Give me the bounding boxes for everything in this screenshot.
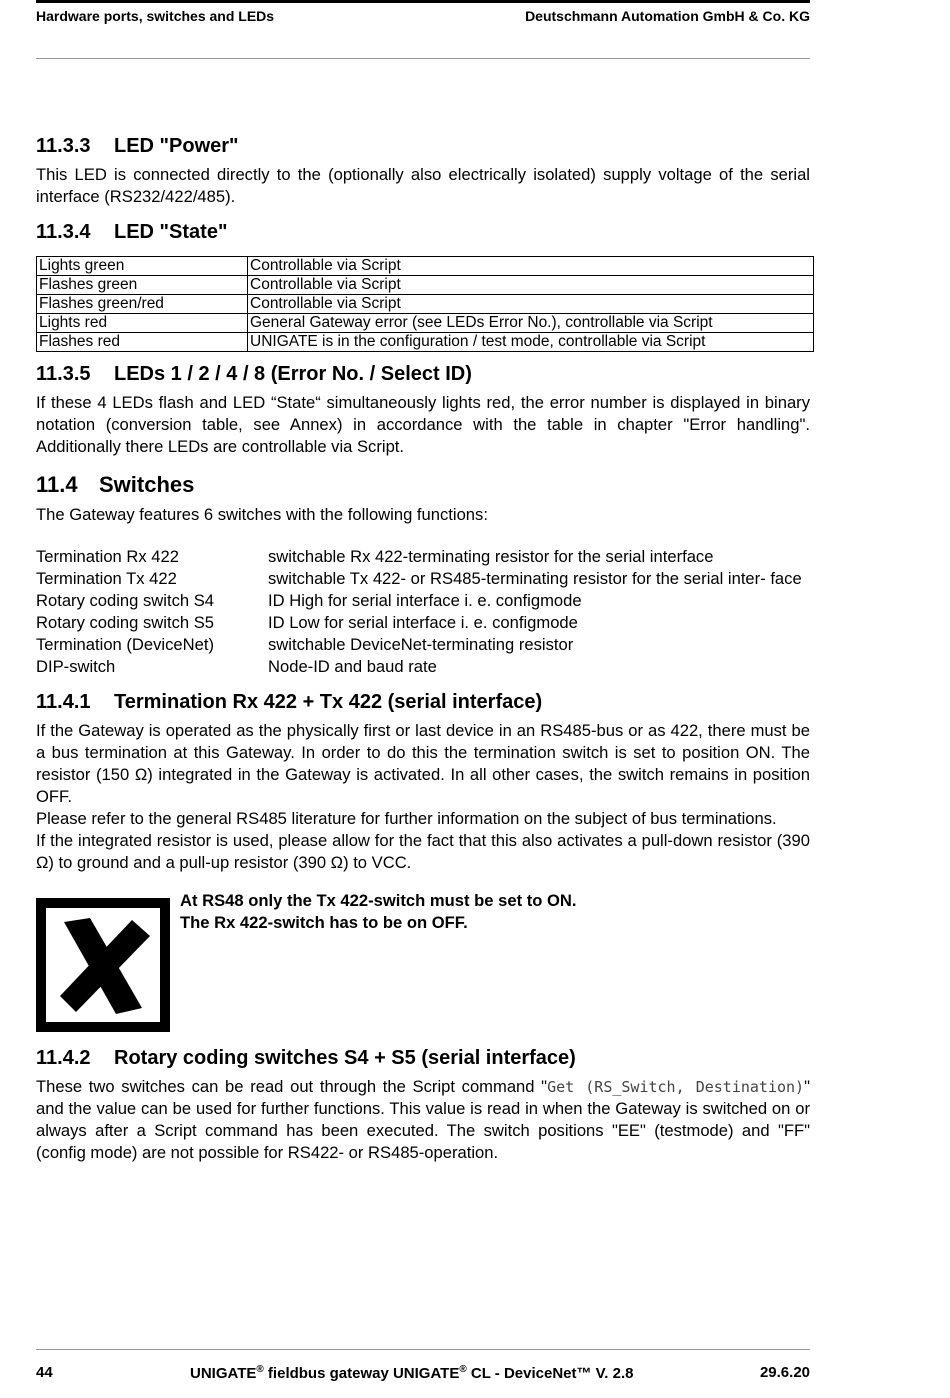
- warning-line-2: The Rx 422-switch has to be on OFF.: [180, 913, 468, 932]
- led-meaning-cell: General Gateway error (see LEDs Error No.), controllable via Script: [248, 314, 814, 333]
- switch-name: DIP-switch: [36, 657, 116, 676]
- paragraph-termination-3: If the integrated resistor is used, please allow for the fact that this also activates a pull-down resistor (390 Ω) to ground and a pull-up resistor (390 Ω) to VCC.: [36, 831, 810, 872]
- text-after-command: " and the value can be used for further functions. This value is read in when the Gateway is switched on or always after a Script command has been executed. The switch positions "EE" (testmode) and "FF" (config mode) are not possible for RS422- or RS485-operation.: [36, 1077, 810, 1162]
- section-number: 11.3.5: [36, 363, 91, 385]
- switch-description: ID Low for serial interface i. e. configmode: [268, 613, 578, 632]
- warning-note: [36, 891, 810, 1032]
- section-title: LED "Power": [114, 135, 239, 157]
- page-number: 44: [36, 1364, 53, 1381]
- switch-description: switchable Rx 422-terminating resistor for the serial interface: [268, 547, 714, 566]
- list-item: [36, 546, 810, 568]
- led-state-cell: Flashes green/red: [37, 295, 248, 314]
- heading-11-4-2: [36, 1040, 810, 1076]
- section-number: 11.4: [36, 472, 78, 497]
- switch-description: switchable Tx 422- or RS485-terminating resistor for the serial inter- face: [268, 569, 802, 588]
- section-title: Switches: [99, 472, 195, 497]
- switch-list: [36, 546, 810, 678]
- switch-name: Termination Rx 422: [36, 547, 179, 566]
- list-item: [36, 612, 810, 634]
- switch-name: Termination Tx 422: [36, 569, 177, 588]
- section-number: 11.3.3: [36, 135, 91, 157]
- heading-11-4-1: [36, 684, 810, 720]
- switch-name: Rotary coding switch S4: [36, 591, 215, 610]
- table-row: [37, 295, 814, 314]
- list-item: [36, 656, 810, 678]
- header-company: Deutschmann Automation GmbH & Co. KG: [525, 8, 810, 24]
- list-item: [36, 590, 810, 612]
- section-number: 11.3.4: [36, 221, 91, 243]
- switch-description: switchable DeviceNet-terminating resistor: [268, 635, 574, 654]
- switch-description: Node-ID and baud rate: [268, 657, 437, 676]
- paragraph-termination-2: Please refer to the general RS485 literature for further information on the subject of bus terminations.: [36, 809, 777, 828]
- paragraph-termination-1: If the Gateway is operated as the physically first or last device in an RS485-bus or as 422, there must be a bus termination at this Gateway. In order to do this the termination switch is set to position ON. The resistor (150 Ω) integrated in the Gateway is activated. In all other cases, the switch remains in position OFF.: [36, 721, 810, 806]
- section-number: 11.4.1: [36, 691, 91, 713]
- page-content: [36, 128, 810, 1164]
- footer-title: UNIGATE® fieldbus gateway UNIGATE® CL - DeviceNet™ V. 2.8: [190, 1364, 634, 1382]
- led-state-cell: Flashes green: [37, 276, 248, 295]
- led-meaning-cell: Controllable via Script: [248, 276, 814, 295]
- script-command: Get (RS_Switch, Destination): [547, 1078, 805, 1096]
- switch-description: ID High for serial interface i. e. configmode: [268, 591, 582, 610]
- section-title: Rotary coding switches S4 + S5 (serial interface): [114, 1047, 576, 1069]
- paragraph-led-power: This LED is connected directly to the (optionally also electrically isolated) supply voltage of the serial interface (RS232/422/485).: [36, 165, 810, 206]
- switch-name: Termination (DeviceNet): [36, 635, 214, 654]
- led-state-table: [36, 256, 814, 352]
- led-meaning-cell: Controllable via Script: [248, 295, 814, 314]
- led-meaning-cell: Controllable via Script: [248, 257, 814, 276]
- section-number: 11.4.2: [36, 1047, 91, 1069]
- top-rule: [36, 0, 810, 3]
- section-title: LED "State": [114, 221, 228, 243]
- footer-rule: [36, 1349, 810, 1350]
- switch-name: Rotary coding switch S5: [36, 613, 215, 632]
- heading-11-3-5: [36, 356, 810, 392]
- table-row: [37, 314, 814, 333]
- warning-line-1: At RS48 only the Tx 422-switch must be set to ON.: [180, 891, 577, 910]
- led-state-cell: Flashes red: [37, 333, 248, 352]
- text-before-command: These two switches can be read out through the Script command ": [36, 1077, 548, 1096]
- paragraph-rotary-switches: [36, 1076, 810, 1164]
- heading-11-3-4: [36, 214, 810, 250]
- list-item: [36, 634, 810, 656]
- section-title: LEDs 1 / 2 / 4 / 8 (Error No. / Select ID): [114, 363, 472, 385]
- header-chapter: Hardware ports, switches and LEDs: [36, 8, 275, 24]
- led-state-cell: Lights red: [37, 314, 248, 333]
- heading-11-4: [36, 466, 810, 504]
- led-meaning-cell: UNIGATE is in the configuration / test mode, controllable via Script: [248, 333, 814, 352]
- list-item: [36, 568, 810, 590]
- paragraph-error-leds: If these 4 LEDs flash and LED “State“ simultaneously lights red, the error number is displayed in binary notation (conversion table, see Annex) in accordance with the table in chapter "Error handling". Additionally there LEDs are controllable via Script.: [36, 393, 810, 456]
- table-row: [37, 333, 814, 352]
- table-row: [37, 257, 814, 276]
- led-state-cell: Lights green: [37, 257, 248, 276]
- header-rule: [36, 58, 810, 59]
- heading-11-3-3: [36, 128, 810, 164]
- warning-text: [180, 890, 577, 1032]
- section-title: Termination Rx 422 + Tx 422 (serial interface): [114, 691, 543, 713]
- warning-x-icon: [36, 898, 170, 1032]
- table-row: [37, 276, 814, 295]
- footer-date: 29.6.20: [759, 1364, 810, 1381]
- paragraph-switches-intro: The Gateway features 6 switches with the following functions:: [36, 505, 488, 524]
